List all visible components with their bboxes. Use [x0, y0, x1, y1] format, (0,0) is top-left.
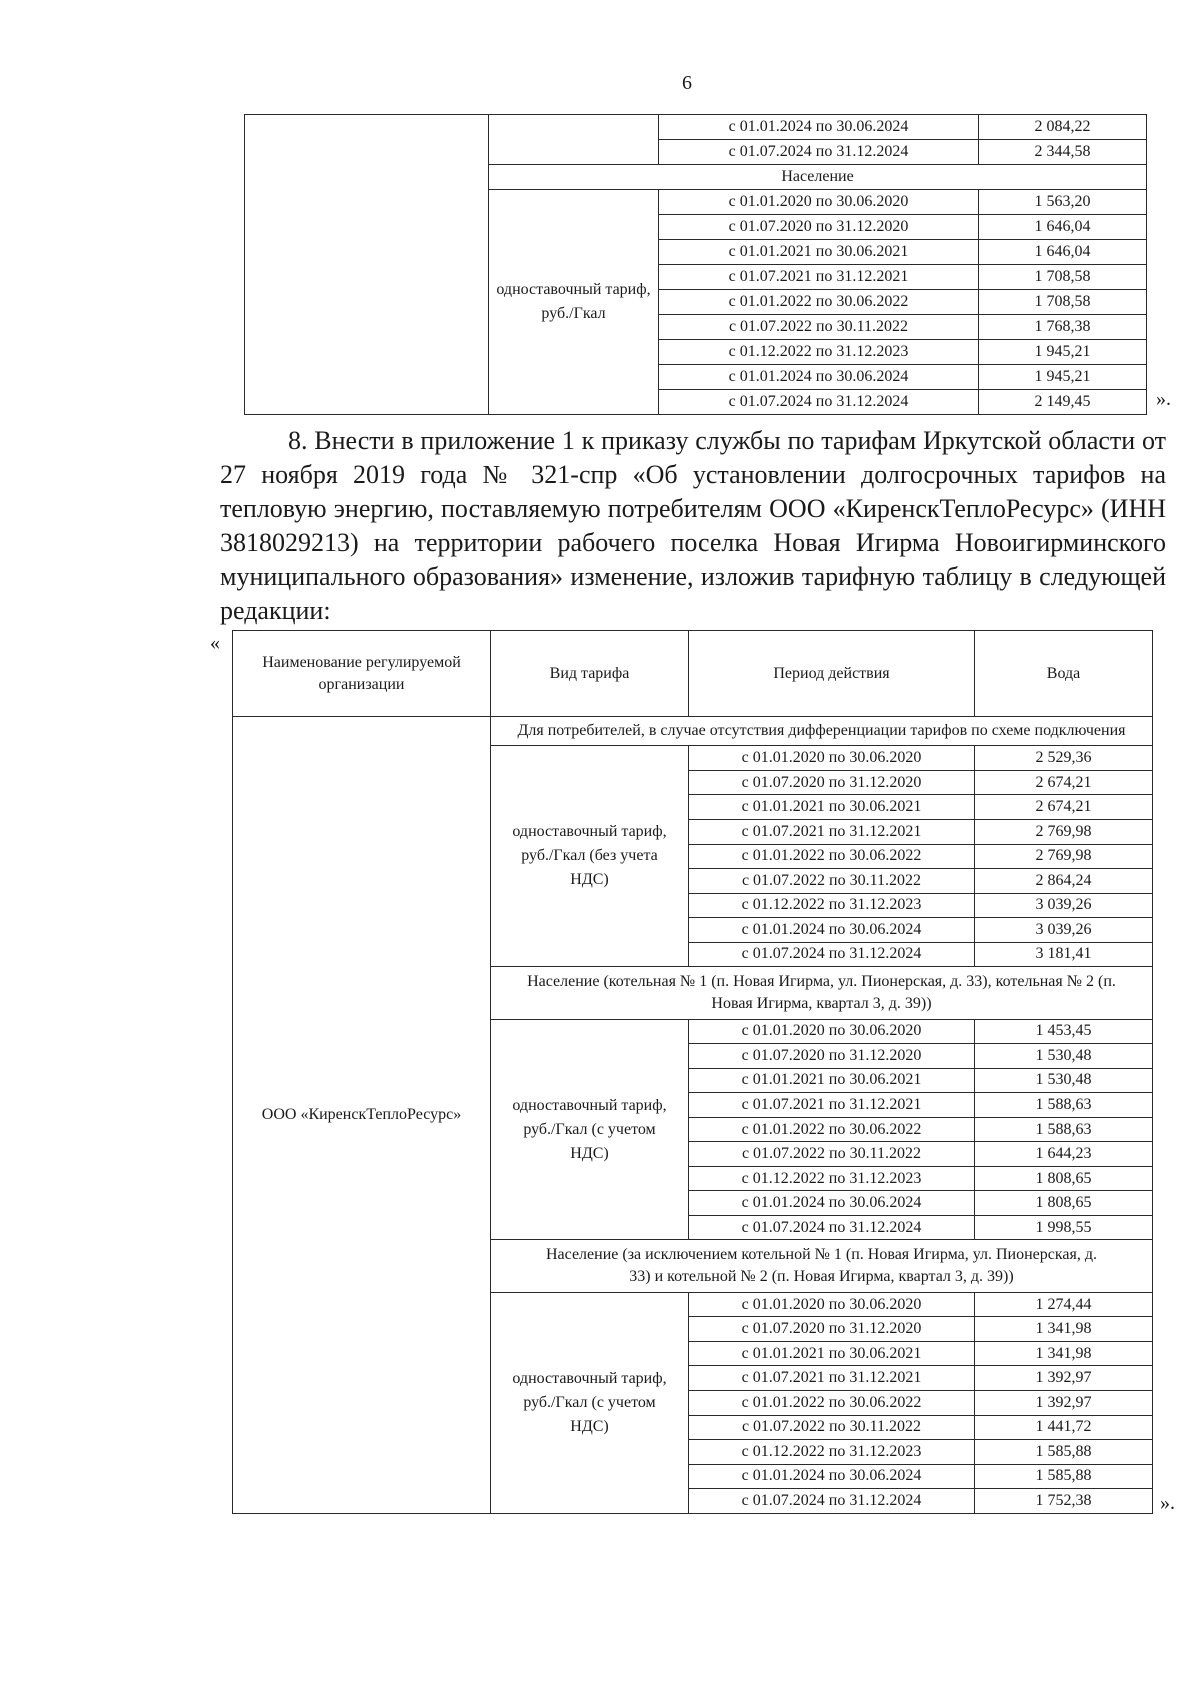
value-cell: 1 708,58: [979, 265, 1147, 290]
value-cell: 1 945,21: [979, 340, 1147, 365]
period-cell: с 01.07.2020 по 31.12.2020: [689, 770, 975, 795]
period-cell: с 01.12.2022 по 31.12.2023: [689, 1440, 975, 1465]
section-heading: Для потребителей, в случае отсутствия дифференциации тарифов по схеме подключения: [491, 717, 1153, 746]
value-cell: 1 585,88: [975, 1464, 1153, 1489]
period-cell: с 01.01.2020 по 30.06.2020: [659, 190, 979, 215]
value-cell: 2 344,58: [979, 140, 1147, 165]
closing-quote-table1: ».: [1156, 388, 1171, 410]
period-cell: с 01.07.2024 по 31.12.2024: [689, 1489, 975, 1514]
period-cell: с 01.01.2021 по 30.06.2021: [689, 795, 975, 820]
value-cell: 3 181,41: [975, 942, 1153, 967]
tariff-type-cell: одноставочный тариф, руб./Гкал (без учета НДС): [491, 746, 689, 967]
value-cell: 1 453,45: [975, 1019, 1153, 1044]
period-cell: с 01.07.2022 по 30.11.2022: [659, 315, 979, 340]
header-tariff-type: Вид тарифа: [491, 631, 689, 717]
period-cell: с 01.01.2024 по 30.06.2024: [689, 1191, 975, 1216]
value-cell: 2 149,45: [979, 390, 1147, 415]
value-cell: 1 808,65: [975, 1166, 1153, 1191]
value-cell: 1 768,38: [979, 315, 1147, 340]
population-heading: Население: [489, 165, 1147, 190]
value-cell: 1 274,44: [975, 1292, 1153, 1317]
value-cell: 1 530,48: [975, 1044, 1153, 1069]
paragraph-text: 8. Внести в приложение 1 к приказу службы по тарифам Иркутской области от 27 ноября 2019 года № 321-спр «Об установлении долгосрочных тарифов на тепловую энергию, поставляемую потребителям ООО «КиренскТеплоРесурс» (ИНН 3818029213) на территории рабочего поселка Новая Игирма Новоигирминского муниципального образования» изменение, изложив тарифную таблицу в следующей редакции:: [220, 426, 1166, 625]
period-cell: с 01.07.2022 по 30.11.2022: [689, 1415, 975, 1440]
period-cell: с 01.01.2020 по 30.06.2020: [689, 1019, 975, 1044]
value-cell: 2 769,98: [975, 819, 1153, 844]
period-cell: с 01.01.2022 по 30.06.2022: [689, 1390, 975, 1415]
period-cell: с 01.07.2024 по 31.12.2024: [689, 1215, 975, 1240]
period-cell: с 01.07.2020 по 31.12.2020: [659, 215, 979, 240]
period-cell: с 01.07.2022 по 30.11.2022: [689, 1142, 975, 1167]
period-cell: с 01.07.2021 по 31.12.2021: [659, 265, 979, 290]
period-cell: с 01.01.2021 по 30.06.2021: [689, 1068, 975, 1093]
tariff-type-cell: одноставочный тариф, руб./Гкал: [489, 190, 659, 415]
value-cell: 2 674,21: [975, 795, 1153, 820]
value-cell: 1 646,04: [979, 215, 1147, 240]
tariff-table: [232, 630, 1153, 1514]
value-cell: 1 530,48: [975, 1068, 1153, 1093]
period-cell: с 01.07.2022 по 30.11.2022: [689, 869, 975, 894]
value-cell: 2 674,21: [975, 770, 1153, 795]
value-cell: 1 441,72: [975, 1415, 1153, 1440]
tariff-table-continuation: [244, 114, 1147, 415]
period-cell: с 01.07.2021 по 31.12.2021: [689, 819, 975, 844]
value-cell: 1 588,63: [975, 1093, 1153, 1118]
period-cell: с 01.07.2024 по 31.12.2024: [659, 140, 979, 165]
period-cell: с 01.01.2020 по 30.06.2020: [689, 1292, 975, 1317]
value-cell: 2 769,98: [975, 844, 1153, 869]
value-cell: 1 808,65: [975, 1191, 1153, 1216]
value-cell: 1 585,88: [975, 1440, 1153, 1465]
org-name-cell: ООО «КиренскТеплоРесурс»: [233, 717, 491, 1514]
page-number: 6: [682, 72, 692, 94]
value-cell: 1 392,97: [975, 1390, 1153, 1415]
period-cell: с 01.01.2022 по 30.06.2022: [689, 1117, 975, 1142]
value-cell: 3 039,26: [975, 893, 1153, 918]
section-heading: Население (котельная № 1 (п. Новая Игирма, ул. Пионерская, д. 33), котельная № 2 (п. Новая Игирма, квартал 3, д. 39)): [491, 967, 1153, 1019]
tariff-type-cell: одноставочный тариф, руб./Гкал (с учетом НДС): [491, 1292, 689, 1513]
header-value: Вода: [975, 631, 1153, 717]
header-org: Наименование регулируемой организации: [233, 631, 491, 717]
value-cell: 1 644,23: [975, 1142, 1153, 1167]
period-cell: с 01.01.2024 по 30.06.2024: [689, 1464, 975, 1489]
opening-quote-table2: «: [210, 632, 220, 654]
period-cell: с 01.07.2024 по 31.12.2024: [659, 390, 979, 415]
period-cell: с 01.01.2020 по 30.06.2020: [689, 746, 975, 771]
period-cell: с 01.12.2022 по 31.12.2023: [689, 893, 975, 918]
section-heading: Население (за исключением котельной № 1 (п. Новая Игирма, ул. Пионерская, д. 33) и котельной № 2 (п. Новая Игирма, квартал 3, д. 39)): [491, 1240, 1153, 1292]
closing-quote-table2: ».: [1160, 1492, 1175, 1514]
value-cell: 1 341,98: [975, 1341, 1153, 1366]
tariff-type-cell: одноставочный тариф, руб./Гкал (с учетом НДС): [491, 1019, 689, 1240]
period-cell: с 01.12.2022 по 31.12.2023: [659, 340, 979, 365]
table-header-row: [233, 631, 1153, 717]
org-cell: [245, 115, 489, 415]
value-cell: 1 341,98: [975, 1317, 1153, 1342]
period-cell: с 01.07.2021 по 31.12.2021: [689, 1366, 975, 1391]
value-cell: 2 864,24: [975, 869, 1153, 894]
period-cell: с 01.01.2024 по 30.06.2024: [659, 115, 979, 140]
value-cell: 1 392,97: [975, 1366, 1153, 1391]
period-cell: с 01.12.2022 по 31.12.2023: [689, 1166, 975, 1191]
value-cell: 1 945,21: [979, 365, 1147, 390]
period-cell: с 01.07.2020 по 31.12.2020: [689, 1044, 975, 1069]
value-cell: 1 998,55: [975, 1215, 1153, 1240]
value-cell: 1 588,63: [975, 1117, 1153, 1142]
period-cell: с 01.01.2024 по 30.06.2024: [659, 365, 979, 390]
period-cell: с 01.07.2020 по 31.12.2020: [689, 1317, 975, 1342]
period-cell: с 01.01.2022 по 30.06.2022: [659, 290, 979, 315]
period-cell: с 01.07.2021 по 31.12.2021: [689, 1093, 975, 1118]
value-cell: 3 039,26: [975, 918, 1153, 943]
value-cell: 1 752,38: [975, 1489, 1153, 1514]
value-cell: 1 563,20: [979, 190, 1147, 215]
value-cell: 2 084,22: [979, 115, 1147, 140]
tariff-type-cell: [489, 115, 659, 165]
table-row: [245, 115, 1147, 140]
value-cell: 1 708,58: [979, 290, 1147, 315]
period-cell: с 01.07.2024 по 31.12.2024: [689, 942, 975, 967]
paragraph-8: [220, 424, 1166, 628]
period-cell: с 01.01.2024 по 30.06.2024: [689, 918, 975, 943]
period-cell: с 01.01.2021 по 30.06.2021: [689, 1341, 975, 1366]
value-cell: 2 529,36: [975, 746, 1153, 771]
table-row: [233, 717, 1153, 746]
period-cell: с 01.01.2022 по 30.06.2022: [689, 844, 975, 869]
header-period: Период действия: [689, 631, 975, 717]
period-cell: с 01.01.2021 по 30.06.2021: [659, 240, 979, 265]
value-cell: 1 646,04: [979, 240, 1147, 265]
